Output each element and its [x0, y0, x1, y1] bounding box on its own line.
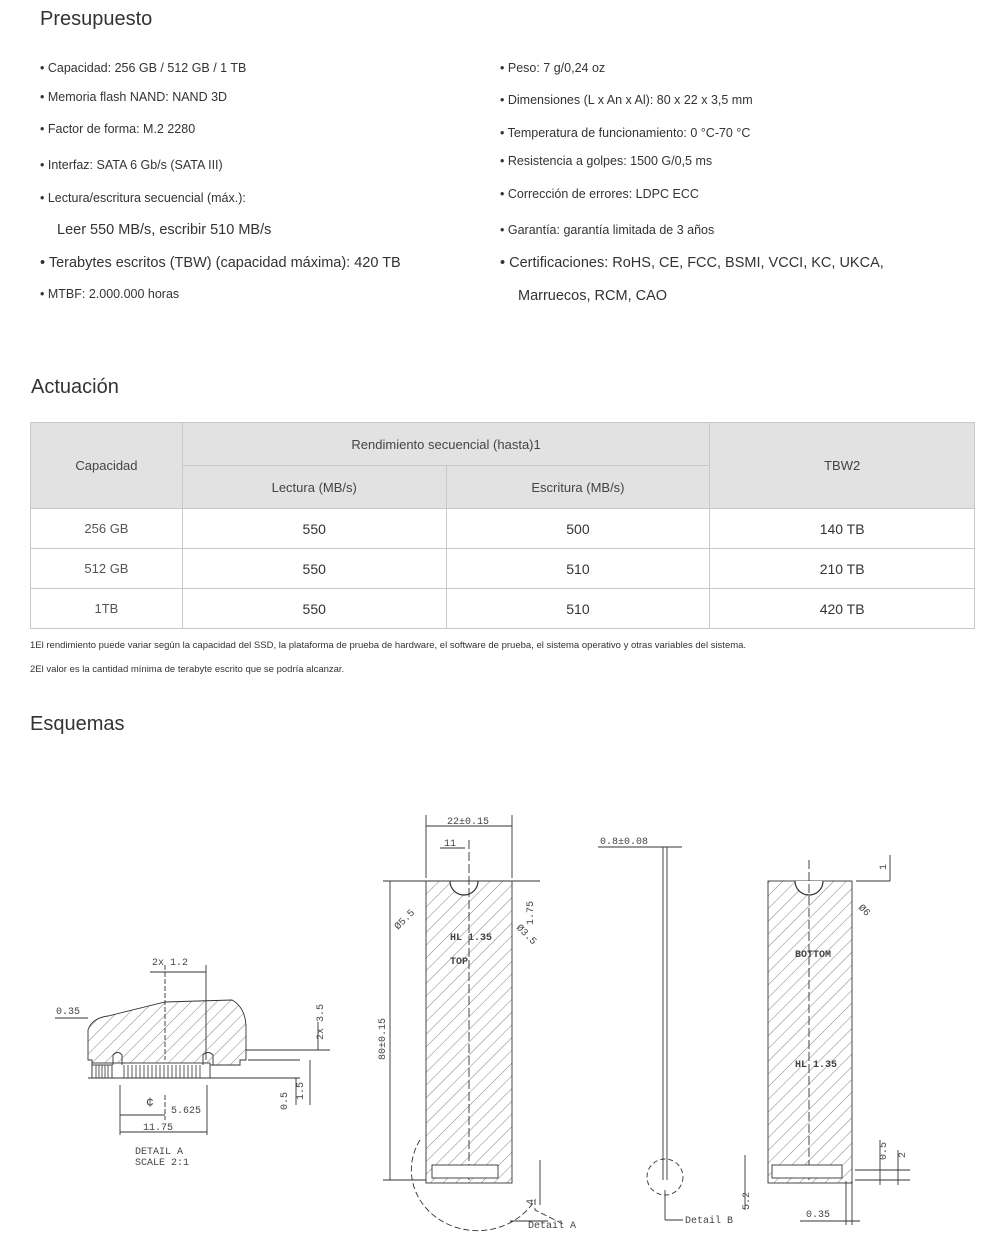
cell-tbw: 420 TB: [710, 589, 975, 629]
spec-item: • Terabytes escritos (TBW) (capacidad máxima): 420 TB: [40, 255, 401, 271]
dim-label: 5.625: [171, 1106, 202, 1117]
col-header-capacity: Capacidad: [31, 423, 183, 509]
spec-item: • Garantía: garantía limitada de 3 años: [500, 223, 714, 237]
dim-label: Ø5.5: [393, 908, 418, 933]
dim-label: 0.5: [280, 1091, 291, 1110]
detail-caption: DETAIL A: [135, 1147, 184, 1158]
spec-item: • Capacidad: 256 GB / 512 GB / 1 TB: [40, 61, 246, 75]
spec-item: • Memoria flash NAND: NAND 3D: [40, 90, 227, 104]
dim-label: 1: [879, 863, 890, 870]
spec-item: • Factor de forma: M.2 2280: [40, 122, 195, 136]
dim-label: Ø6: [855, 903, 872, 920]
spec-item-continuation: Leer 550 MB/s, escribir 510 MB/s: [57, 222, 272, 238]
section-title-schematics: Esquemas: [30, 713, 125, 735]
spec-item: • MTBF: 2.000.000 horas: [40, 287, 179, 301]
dim-label: 1.5: [296, 1081, 307, 1100]
cell-read: 550: [182, 509, 446, 549]
cell-capacity: 1TB: [31, 589, 183, 629]
top-label: TOP: [450, 957, 469, 968]
col-header-write: Escritura (MB/s): [446, 466, 710, 509]
dim-label: 2x 3.5: [316, 1003, 327, 1040]
col-header-sequential: Rendimiento secuencial (hasta)1: [182, 423, 709, 466]
detail-label: Detail A: [528, 1221, 577, 1232]
spec-item: • Lectura/escritura secuencial (máx.):: [40, 191, 246, 205]
table-row: [31, 549, 975, 589]
table-row: [31, 589, 975, 629]
col-header-tbw: TBW2: [710, 423, 975, 509]
bottom-label: BOTTOM: [795, 950, 832, 961]
performance-table: [30, 422, 975, 629]
detail-label: Detail B: [685, 1216, 734, 1227]
dim-label: 22±0.15: [447, 817, 490, 828]
cell-read: 550: [182, 589, 446, 629]
dim-label: 1.75: [526, 900, 537, 925]
centerline-icon: ¢: [146, 1095, 154, 1110]
cell-tbw: 140 TB: [710, 509, 975, 549]
spec-item: • Peso: 7 g/0,24 oz: [500, 61, 605, 75]
cell-capacity: 256 GB: [31, 509, 183, 549]
table-row: [31, 509, 975, 549]
bottom-view: [745, 855, 910, 1225]
cell-write: 500: [446, 509, 710, 549]
dim-label: 2: [898, 1151, 909, 1158]
spec-item: • Certificaciones: RoHS, CE, FCC, BSMI, VCCI, KC, UKCA,: [500, 255, 884, 271]
dim-label: 11: [444, 839, 457, 850]
dim-label: Ø3.5: [513, 923, 538, 948]
dim-label: 0.5: [879, 1141, 890, 1160]
spec-item: • Temperatura de funcionamiento: 0 °C-70 °C: [500, 126, 750, 140]
top-view: [383, 815, 565, 1231]
cell-write: 510: [446, 549, 710, 589]
detail-caption: SCALE 2:1: [135, 1158, 190, 1169]
section-title-perf: Actuación: [31, 376, 119, 398]
dim-label: 0.35: [806, 1210, 831, 1221]
spec-item: • Interfaz: SATA 6 Gb/s (SATA III): [40, 158, 223, 172]
section-title-spec: Presupuesto: [40, 8, 153, 30]
dim-label: 5.2: [742, 1191, 753, 1210]
cell-tbw: 210 TB: [710, 549, 975, 589]
spec-item: • Dimensiones (L x An x Al): 80 x 22 x 3,5 mm: [500, 93, 753, 107]
dim-label: 80±0.15: [378, 1017, 389, 1060]
spec-item-continuation: Marruecos, RCM, CAO: [518, 288, 668, 304]
dim-label: 4: [526, 1198, 537, 1205]
cell-read: 550: [182, 549, 446, 589]
footnote-2: 2El valor es la cantidad mínima de terabyte escrito que se podría alcanzar.: [30, 664, 345, 675]
cell-capacity: 512 GB: [31, 549, 183, 589]
side-view: [598, 847, 683, 1220]
spec-item: • Corrección de errores: LDPC ECC: [500, 187, 699, 201]
dim-label: 11.75: [143, 1123, 174, 1134]
schematic-drawing: [0, 760, 990, 1240]
col-header-read: Lectura (MB/s): [182, 466, 446, 509]
dim-label: 0.35: [56, 1007, 81, 1018]
dim-label: 0.8±0.08: [600, 837, 649, 848]
hl-label: HL 1.35: [795, 1060, 838, 1071]
hl-label: HL 1.35: [450, 933, 493, 944]
dim-label: 2x 1.2: [152, 958, 189, 969]
footnote-1: 1El rendimiento puede variar según la capacidad del SSD, la plataforma de prueba de hardware, el software de prueba, el sistema operativo y otras variables del sistema.: [30, 640, 747, 651]
spec-item: • Resistencia a golpes: 1500 G/0,5 ms: [500, 154, 712, 168]
cell-write: 510: [446, 589, 710, 629]
